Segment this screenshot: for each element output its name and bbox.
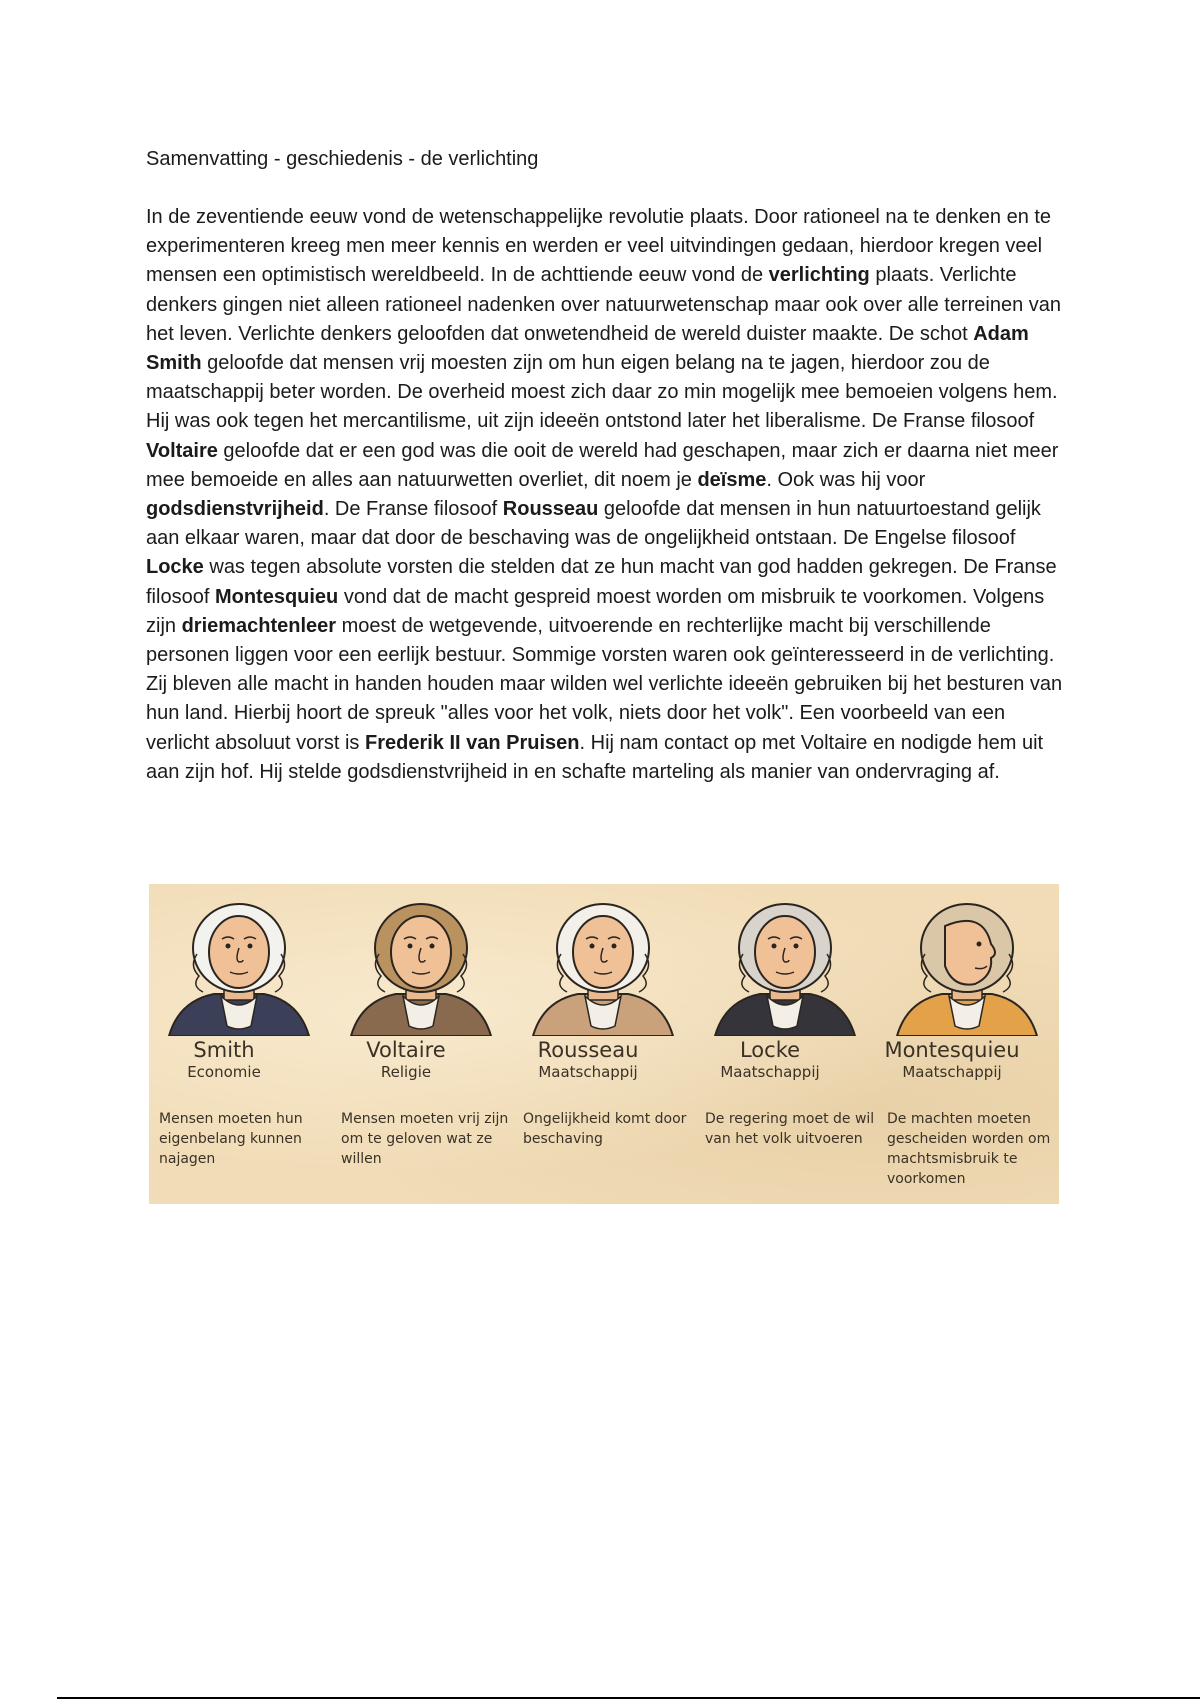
- philosopher-topic: Economie: [187, 1063, 261, 1081]
- philosopher-card-locke: [695, 884, 877, 1204]
- philosopher-name: Voltaire: [366, 1038, 446, 1062]
- locke-portrait-icon: [705, 896, 865, 1036]
- text-run: plaats. Verlichte denkers gingen niet alleen rationeel nadenken over natuurwetenschap maar ook over alle terreinen van het leven. Verlichte denkers geloofden dat onwetendheid de wereld duister maakte. De schot: [146, 264, 1062, 345]
- text-run: . Hij nam contact op met Voltaire en nodigde hem uit aan zijn hof. Hij stelde godsdienstvrijheid in en schafte marteling als manier van ondervraging af.: [146, 731, 1044, 783]
- bold-term: Montesquieu: [214, 585, 339, 608]
- bold-term: godsdienstvrijheid: [146, 498, 324, 521]
- philosopher-card-smith: [149, 884, 331, 1204]
- bold-term: Adam Smith: [146, 322, 1029, 375]
- philosopher-topic: Maatschappij: [902, 1063, 1002, 1081]
- bold-term: driemachtenleer: [181, 614, 337, 637]
- philosopher-name: Locke: [739, 1038, 801, 1062]
- philosophers-illustration: [149, 884, 1059, 1204]
- philosopher-quote: Mensen moeten hun eigenbelang kunnen najagen: [159, 1111, 303, 1167]
- voltaire-portrait-icon: [341, 896, 501, 1036]
- philosopher-quote: De regering moet de wil van het volk uitvoeren: [705, 1111, 875, 1147]
- philosopher-quote: Ongelijkheid komt door beschaving: [523, 1111, 687, 1147]
- text-run: moest de wetgevende, uitvoerende en rechterlijke macht bij verschillende personen liggen voor een eerlijk bestuur. Sommige vorsten waren ook geïnteresseerd in de verlichting. Zij bleven alle macht in handen houden maar wilden wel verlichte ideeën gebruiken bij het besturen van hun land. Hierbij hoort de spreuk "alles voor het volk, niets door het volk". Een voorbeeld van een verlicht absoluut vorst is: [146, 614, 1063, 754]
- page-title: Samenvatting - geschiedenis - de verlichting: [146, 148, 539, 170]
- bold-term: Rousseau: [502, 498, 599, 521]
- philosopher-card-rousseau: [513, 884, 695, 1204]
- philosopher-name: Montesquieu: [884, 1038, 1020, 1062]
- text-run: . De Franse filosoof: [323, 498, 503, 521]
- text-run: geloofde dat mensen in hun natuurtoestand gelijk aan elkaar waren, maar dat door de beschaving was de ongelijkheid ontstaan. De Engelse filosoof: [146, 498, 1041, 550]
- text-run: In de zeventiende eeuw vond de wetenschappelijke revolutie plaats. Door rationeel na te denken en te experimenteren kreeg men meer kennis en werden er veel uitvindingen gedaan, hierdoor kregen veel mensen een optimistisch wereldbeeld. In de achttiende eeuw vond de: [146, 206, 1052, 287]
- text-run: geloofde dat mensen vrij moesten zijn om hun eigen belang na te jagen, hierdoor zou de maatschappij beter worden. De overheid moest zich daar zo min mogelijk mee bemoeien volgens hem. Hij was ook tegen het mercantilisme, uit zijn ideeën ontstond later het liberalisme. De Franse filosoof: [146, 352, 1058, 433]
- body-paragraph: [146, 203, 1066, 787]
- bold-term: Locke: [146, 556, 204, 579]
- bold-term: deïsme: [697, 468, 767, 491]
- philosopher-topic: Religie: [380, 1063, 432, 1081]
- rousseau-portrait-icon: [523, 896, 683, 1036]
- philosopher-quote: De machten moeten gescheiden worden om machtsmisbruik te voorkomen: [887, 1111, 1051, 1187]
- philosopher-card-voltaire: [331, 884, 513, 1204]
- philosopher-quote: Mensen moeten vrij zijn om te geloven wat ze willen: [341, 1111, 509, 1167]
- montesquieu-portrait-icon: [887, 896, 1047, 1036]
- text-run: geloofde dat er een god was die ooit de wereld had geschapen, maar zich er daarna niet meer mee bemoeide en alles aan natuurwetten overliet, dit noem je: [146, 439, 1059, 491]
- smith-portrait-icon: [159, 896, 319, 1036]
- philosopher-name: Smith: [193, 1038, 255, 1062]
- text-run: . Ook was hij voor: [766, 468, 926, 491]
- bold-term: Voltaire: [146, 439, 218, 462]
- philosopher-topic: Maatschappij: [538, 1063, 638, 1081]
- text-run: was tegen absolute vorsten die stelden dat ze hun macht van god hadden gekregen. De Franse filosoof: [146, 556, 1057, 608]
- text-run: vond dat de macht gespreid moest worden om misbruik te voorkomen. Volgens zijn: [146, 585, 1045, 637]
- philosopher-card-montesquieu: [877, 884, 1059, 1204]
- footer-divider: [57, 1697, 1200, 1699]
- philosopher-name: Rousseau: [537, 1038, 639, 1062]
- bold-term: verlichting: [768, 264, 870, 287]
- bold-term: Frederik II van Pruisen: [364, 731, 580, 754]
- philosopher-topic: Maatschappij: [720, 1063, 820, 1081]
